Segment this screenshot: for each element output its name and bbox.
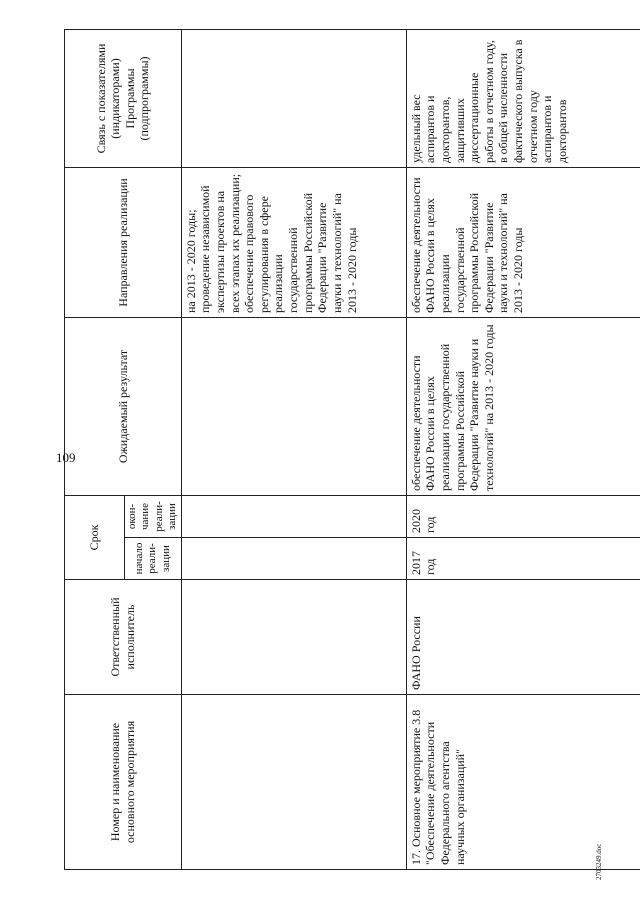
header-term-start: начало реали-зации <box>125 538 182 580</box>
header-result: Ожидаемый результат <box>65 318 182 496</box>
page-number: 109 <box>56 450 76 465</box>
header-term: Срок <box>65 496 125 580</box>
cell-end: 2020 год <box>406 496 640 538</box>
rotated-table-container <box>64 30 614 870</box>
row-number: 17. <box>408 850 423 865</box>
cell-measure-empty <box>181 695 406 870</box>
header-link: Связь с показателями (индикаторами) Программы (подпрограммы) <box>65 30 182 168</box>
table-row <box>406 30 640 870</box>
cell-end-empty <box>181 496 406 538</box>
cell-result: обеспечение деятельности ФАНО России в целях реализации государственной программы Российской Федерации "Развитие науки и технологий" на 2013 - 2020 годы <box>406 318 640 496</box>
measure-name: Основное мероприятие 3.8 "Обеспечение деятельности Федерального агентства научных организаций" <box>408 709 467 865</box>
cell-result-empty <box>181 318 406 496</box>
footer-code: 2703249.doc <box>595 843 603 880</box>
cell-directions: обеспечение деятельности ФАНО России в целях реализации государственной программы Российской Федерации "Развитие науки и технологий" на 2013 - 2020 годы <box>406 168 640 318</box>
header-executor: Ответственный исполнитель <box>65 580 182 695</box>
measures-table <box>64 29 640 870</box>
table-row-continuation <box>181 30 406 870</box>
cell-executor-empty <box>181 580 406 695</box>
cell-start-empty <box>181 538 406 580</box>
cell-link-empty <box>181 30 406 168</box>
header-term-end: окон-чание реали-зации <box>125 496 182 538</box>
cell-directions-continuation: на 2013 - 2020 годы; проведение независимой экспертизы проектов на всех этапах их реализации; обеспечение правового регулирования в сфере реализации государственной программы Российской Федерации "Развитие науки и технологий" на 2013 - 2020 годы <box>181 168 406 318</box>
header-measure: Номер и наименование основного мероприятия <box>65 695 182 870</box>
header-directions: Направления реализации <box>65 168 182 318</box>
cell-link: удельный вес аспирантов и докторантов, защитивших диссертационные работы в отчетном году, в общей численности фактического выпуска в отчетном году аспирантов и докторантов <box>406 30 640 168</box>
cell-measure <box>406 695 640 870</box>
cell-start: 2017 год <box>406 538 640 580</box>
cell-executor: ФАНО России <box>406 580 640 695</box>
